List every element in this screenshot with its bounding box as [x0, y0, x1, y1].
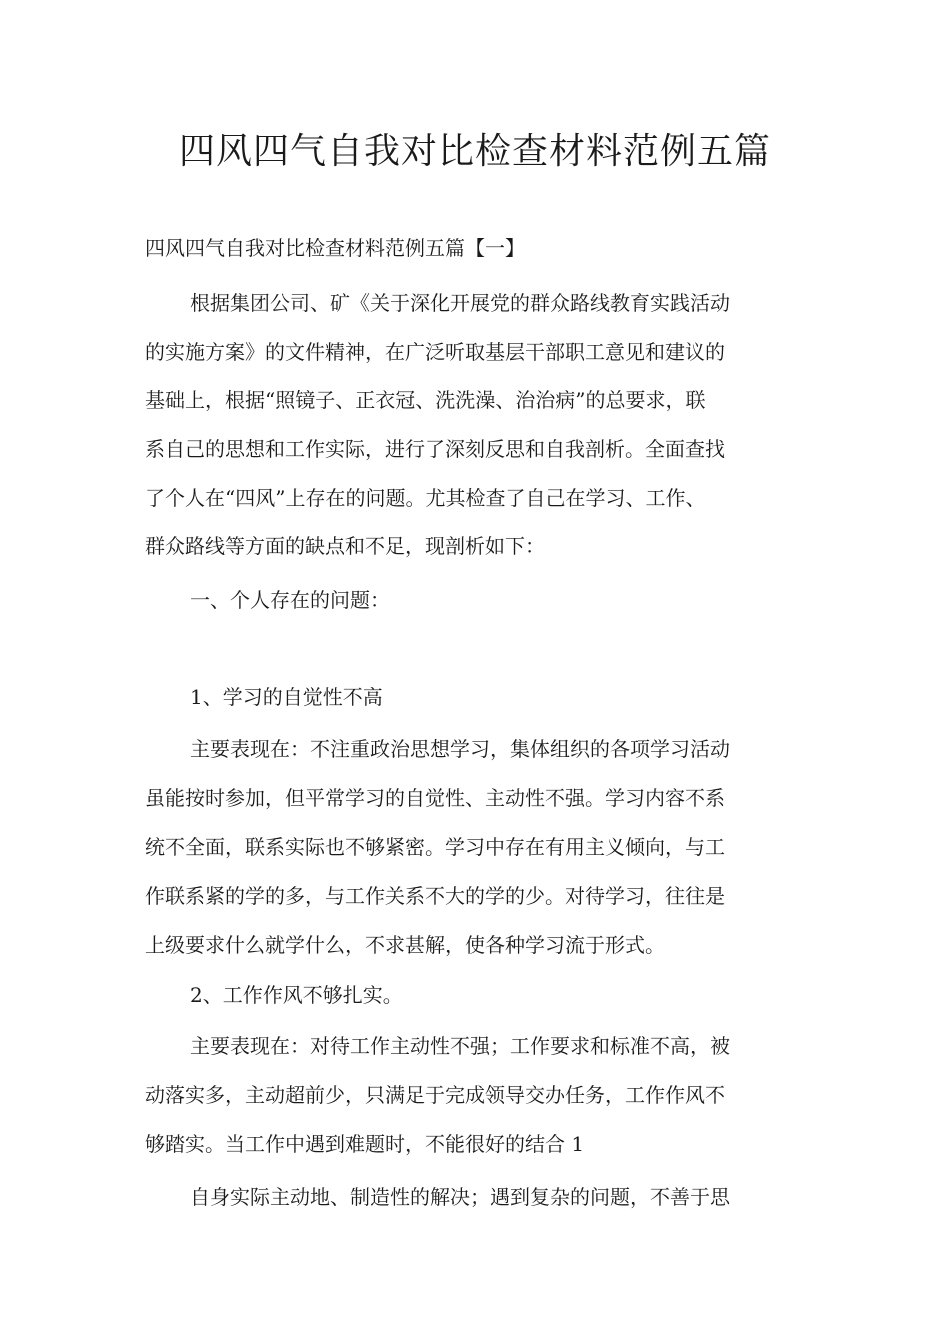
paragraph-line: 群众路线等方面的缺点和不足，现剖析如下： [145, 534, 545, 558]
item-heading: 2、工作作风不够扎实。 [190, 983, 403, 1007]
paragraph-line: 主要表现在：对待工作主动性不强；工作要求和标准不高，被 [190, 1034, 730, 1058]
paragraph-line: 作联系紧的学的多，与工作关系不大的学的少。对待学习，往往是 [145, 884, 725, 908]
subsection-heading: 一、个人存在的问题： [190, 588, 390, 612]
paragraph-line: 虽能按时参加，但平常学习的自觉性、主动性不强。学习内容不系 [145, 786, 725, 810]
paragraph-line: 上级要求什么就学什么，不求甚解，使各种学习流于形式。 [145, 933, 665, 957]
paragraph-line: 动落实多，主动超前少，只满足于完成领导交办任务，工作作风不 [145, 1083, 725, 1107]
paragraph-line: 的实施方案》的文件精神，在广泛听取基层干部职工意见和建议的 [145, 340, 725, 364]
document-title: 四风四气自我对比检查材料范例五篇 [178, 131, 771, 172]
paragraph-line: 统不全面，联系实际也不够紧密。学习中存在有用主义倾向，与工 [145, 835, 725, 859]
paragraph-line: 主要表现在：不注重政治思想学习，集体组织的各项学习活动 [190, 737, 730, 761]
paragraph-line: 基础上，根据“照镜子、正衣冠、洗洗澡、治治病”的总要求，联 [145, 388, 706, 412]
paragraph-line: 够踏实。当工作中遇到难题时，不能很好的结合 1 [145, 1132, 585, 1156]
paragraph-line: 根据集团公司、矿《关于深化开展党的群众路线教育实践活动 [190, 291, 730, 315]
paragraph-line: 自身实际主动地、制造性的解决；遇到复杂的问题，不善于思 [190, 1185, 730, 1209]
paragraph-line: 系自己的思想和工作实际，进行了深刻反思和自我剖析。全面查找 [145, 437, 725, 461]
item-heading: 1、学习的自觉性不高 [190, 685, 383, 709]
section-heading: 四风四气自我对比检查材料范例五篇【一】 [145, 236, 525, 260]
paragraph-line: 了个人在“四风”上存在的问题。尤其检查了自己在学习、工作、 [145, 486, 706, 510]
